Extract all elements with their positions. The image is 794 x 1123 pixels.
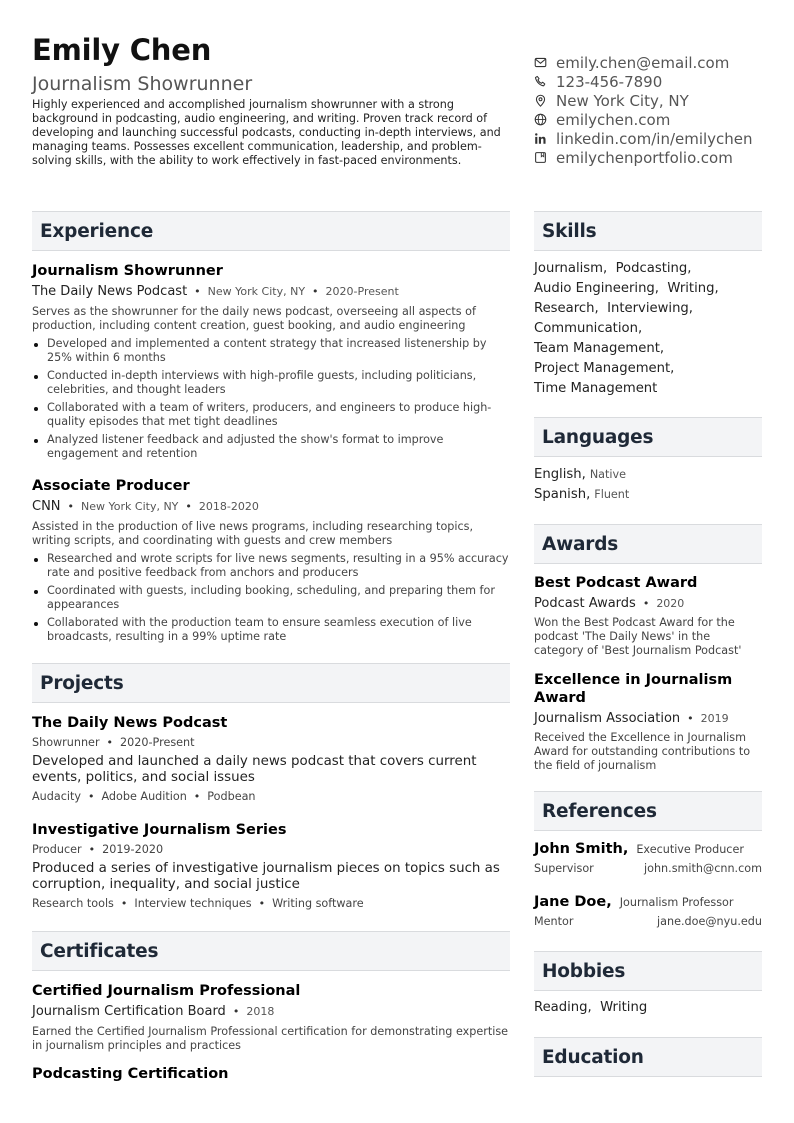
contact-location bbox=[534, 91, 784, 110]
linkedin-text: linkedin.com/in/emilychen bbox=[556, 129, 753, 148]
job-location: New York City, NY bbox=[207, 285, 306, 298]
mail-icon bbox=[534, 56, 547, 69]
experience-item bbox=[32, 262, 510, 465]
reference-title: Executive Producer bbox=[636, 843, 744, 856]
tool: Writing software bbox=[272, 897, 364, 910]
portfolio-icon bbox=[534, 151, 547, 164]
language-level: Fluent bbox=[594, 488, 630, 501]
contact-linkedin[interactable] bbox=[534, 129, 784, 148]
project-description: Developed and launched a daily news podcast that covers current events, politics, and social issues bbox=[32, 754, 477, 785]
phone-icon bbox=[534, 75, 547, 88]
reference-header bbox=[534, 894, 762, 910]
contact-portfolio[interactable] bbox=[534, 148, 784, 167]
award-title: Best Podcast Award bbox=[534, 575, 698, 591]
skills-row bbox=[534, 299, 762, 319]
job-meta: The Daily News Podcast • New York City, NY • 2020-Present bbox=[32, 284, 399, 299]
email-text: emily.chen@email.com bbox=[556, 53, 730, 72]
reference-relation: Mentor bbox=[534, 915, 574, 928]
awards-heading: Awards bbox=[534, 524, 762, 564]
contact-phone[interactable] bbox=[534, 72, 784, 91]
globe-icon bbox=[534, 113, 547, 126]
certificate-meta: Journalism Certification Board • 2018 bbox=[32, 1004, 275, 1019]
tool: Adobe Audition bbox=[101, 790, 187, 803]
skills-heading: Skills bbox=[534, 211, 762, 251]
job-dates: 2020-Present bbox=[325, 285, 399, 298]
contact-list bbox=[534, 53, 784, 167]
references-heading: References bbox=[534, 791, 762, 831]
reference-title: Journalism Professor bbox=[619, 896, 734, 909]
project-tools: Audacity • Adobe Audition • Podbean bbox=[32, 790, 256, 803]
company: The Daily News Podcast bbox=[32, 284, 188, 299]
hobbies-heading: Hobbies bbox=[534, 951, 762, 991]
project-item bbox=[32, 714, 510, 804]
award-year: 2019 bbox=[700, 712, 729, 725]
tool: Interview techniques bbox=[134, 897, 252, 910]
project-meta: Showrunner • 2020-Present bbox=[32, 736, 195, 749]
location-pin-icon bbox=[534, 94, 547, 107]
reference-email[interactable]: jane.doe@nyu.edu bbox=[657, 915, 762, 928]
skill: Communication, bbox=[534, 321, 643, 336]
linkedin-icon bbox=[534, 132, 547, 145]
skills-list bbox=[534, 259, 762, 399]
experience-item bbox=[32, 477, 510, 648]
certificate-issuer: Journalism Certification Board bbox=[32, 1004, 226, 1019]
certificate-item bbox=[32, 982, 510, 1053]
reference-header bbox=[534, 841, 762, 857]
skill: Interviewing, bbox=[607, 301, 693, 316]
skill: Research, bbox=[534, 301, 599, 316]
award-year: 2020 bbox=[656, 597, 685, 610]
certificates-heading: Certificates bbox=[32, 931, 510, 971]
language-item bbox=[534, 485, 762, 505]
candidate-role: Journalism Showrunner bbox=[32, 73, 253, 95]
skills-row bbox=[534, 259, 762, 279]
reference-item bbox=[534, 841, 762, 875]
language-item bbox=[534, 465, 762, 485]
reference-details bbox=[534, 862, 762, 875]
project-role: Producer bbox=[32, 843, 82, 856]
language-name: English, bbox=[534, 467, 586, 482]
award-description: Won the Best Podcast Award for the podcast 'The Daily News' in the category of 'Best Journalism Podcast' bbox=[534, 616, 742, 657]
skill: Team Management, bbox=[534, 341, 665, 356]
hobbies-list: Reading, Writing bbox=[534, 1000, 648, 1015]
language-level: Native bbox=[589, 468, 627, 481]
certificate-description: Earned the Certified Journalism Professional certification for demonstrating expertise in journalism principles and practices bbox=[32, 1025, 509, 1052]
award-item bbox=[534, 574, 762, 658]
job-title: Associate Producer bbox=[32, 478, 190, 494]
company: CNN bbox=[32, 499, 61, 514]
certificate-year: 2018 bbox=[246, 1005, 275, 1018]
reference-name: Jane Doe, bbox=[534, 894, 612, 910]
project-description: Produced a series of investigative journalism pieces on topics such as corruption, inequality, and social justice bbox=[32, 861, 500, 892]
bullet: Conducted in-depth interviews with high-profile guests, including politicians, celebrities, and thought leaders bbox=[32, 369, 510, 397]
project-meta: Producer • 2019-2020 bbox=[32, 843, 164, 856]
award-meta: Journalism Association • 2019 bbox=[534, 711, 729, 726]
skill: Writing, bbox=[667, 281, 719, 296]
reference-item bbox=[534, 894, 762, 928]
project-title: Investigative Journalism Series bbox=[32, 822, 287, 838]
skills-row bbox=[534, 359, 762, 379]
job-description: Serves as the showrunner for the daily news podcast, overseeing all aspects of production, including content creation, guest booking, and audio engineering bbox=[32, 305, 476, 332]
project-title: The Daily News Podcast bbox=[32, 715, 228, 731]
project-tools: Research tools • Interview techniques • Writing software bbox=[32, 897, 364, 910]
job-bullets bbox=[32, 337, 510, 461]
job-meta: CNN • New York City, NY • 2018-2020 bbox=[32, 499, 259, 514]
certificate-title: Certified Journalism Professional bbox=[32, 983, 301, 999]
languages-list bbox=[534, 465, 762, 505]
job-title: Journalism Showrunner bbox=[32, 263, 223, 279]
bullet: Developed and implemented a content strategy that increased listenership by 25% within 6 months bbox=[32, 337, 510, 365]
bullet: Researched and wrote scripts for live news segments, resulting in a 95% accuracy rate and positive feedback from anchors and producers bbox=[32, 552, 510, 580]
experience-heading: Experience bbox=[32, 211, 510, 251]
skill: Audio Engineering, bbox=[534, 281, 659, 296]
certificate-title: Podcasting Certification bbox=[32, 1066, 229, 1082]
contact-website[interactable] bbox=[534, 110, 784, 129]
website-text: emilychen.com bbox=[556, 110, 671, 129]
project-item bbox=[32, 821, 510, 911]
projects-heading: Projects bbox=[32, 663, 510, 703]
skills-row bbox=[534, 279, 762, 299]
award-title: Excellence in Journalism Award bbox=[534, 672, 733, 706]
bullet: Analyzed listener feedback and adjusted the show's format to improve engagement and retention bbox=[32, 433, 510, 461]
tool: Research tools bbox=[32, 897, 114, 910]
reference-name: John Smith, bbox=[534, 841, 629, 857]
portfolio-text: emilychenportfolio.com bbox=[556, 148, 733, 167]
award-meta: Podcast Awards • 2020 bbox=[534, 596, 685, 611]
education-heading: Education bbox=[534, 1037, 762, 1077]
project-dates: 2019-2020 bbox=[102, 843, 164, 856]
languages-heading: Languages bbox=[534, 417, 762, 457]
skill: Podcasting, bbox=[615, 261, 692, 276]
award-description: Received the Excellence in Journalism Award for outstanding contributions to the field of journalism bbox=[534, 731, 751, 772]
candidate-name: Emily Chen bbox=[32, 33, 212, 67]
reference-relation: Supervisor bbox=[534, 862, 594, 875]
location-text: New York City, NY bbox=[556, 91, 689, 110]
job-dates: 2018-2020 bbox=[198, 500, 259, 513]
summary: Highly experienced and accomplished journalism showrunner with a strong background in podcasting, audio engineering, and writing. Proven track record of developing and launching successful podcasts, conducting in-depth interviews, and managing teams. Possesses excellent communication, leadership, and problem-solving skills, with the ability to work effectively in fast-paced environments. bbox=[32, 98, 501, 167]
job-description: Assisted in the production of live news programs, including researching topics, writing scripts, and coordinating with guests and crew members bbox=[32, 520, 474, 547]
skills-row bbox=[534, 319, 762, 339]
skills-row bbox=[534, 379, 762, 399]
contact-email[interactable] bbox=[534, 53, 784, 72]
tool: Audacity bbox=[32, 790, 81, 803]
job-location: New York City, NY bbox=[81, 500, 179, 513]
project-dates: 2020-Present bbox=[120, 736, 195, 749]
skill: Project Management, bbox=[534, 361, 675, 376]
tool: Podbean bbox=[207, 790, 256, 803]
reference-details bbox=[534, 915, 762, 928]
language-name: Spanish, bbox=[534, 487, 591, 502]
skill: Time Management bbox=[534, 381, 658, 396]
phone-text: 123-456-7890 bbox=[556, 72, 663, 91]
award-issuer: Podcast Awards bbox=[534, 596, 636, 611]
reference-email[interactable]: john.smith@cnn.com bbox=[644, 862, 762, 875]
bullet: Coordinated with guests, including booking, scheduling, and preparing them for appearances bbox=[32, 584, 510, 612]
bullet: Collaborated with the production team to ensure seamless execution of live broadcasts, resulting in a 99% uptime rate bbox=[32, 616, 510, 644]
bullet: Collaborated with a team of writers, producers, and engineers to produce high-quality episodes that met tight deadlines bbox=[32, 401, 510, 429]
skills-row bbox=[534, 339, 762, 359]
award-item bbox=[534, 671, 762, 773]
award-issuer: Journalism Association bbox=[534, 711, 681, 726]
skill: Journalism, bbox=[534, 261, 608, 276]
job-bullets bbox=[32, 552, 510, 644]
project-role: Showrunner bbox=[32, 736, 100, 749]
